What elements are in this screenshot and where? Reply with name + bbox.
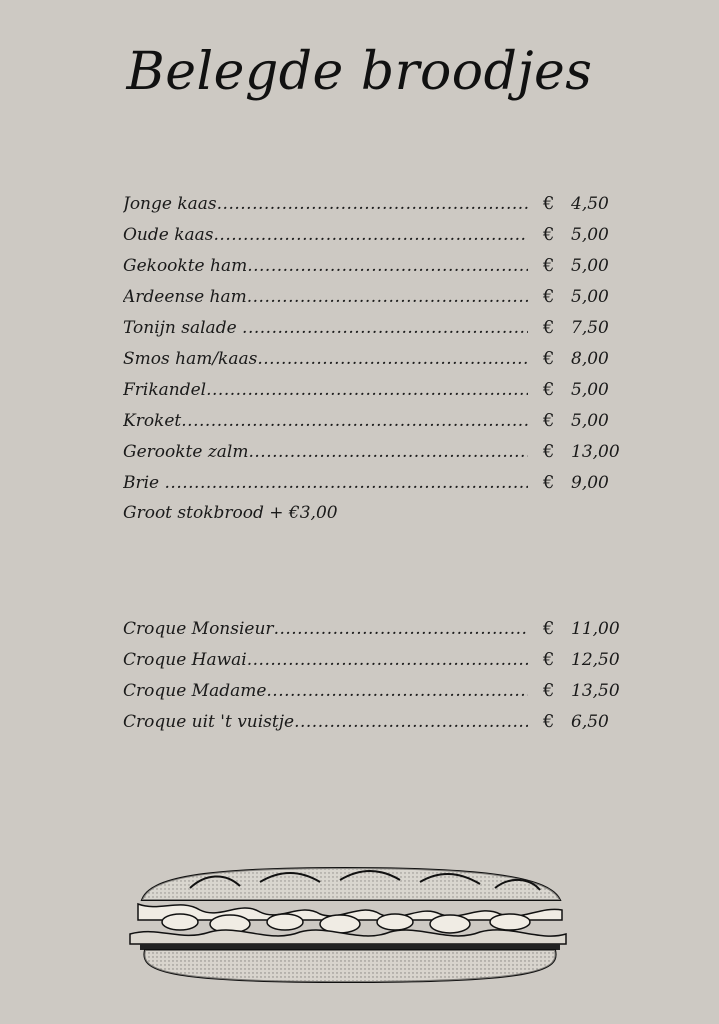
item-name: Kroket ..... bbox=[123, 410, 528, 432]
item-name: Tonijn salade ..... bbox=[123, 317, 528, 339]
item-name: Ardeense ham ..... bbox=[123, 286, 528, 308]
item-name: Jonge kaas ..... bbox=[123, 193, 528, 215]
item-name: Frikandel ..... bbox=[123, 379, 528, 401]
currency-symbol: € bbox=[543, 379, 555, 400]
item-price: 4,50 bbox=[571, 194, 609, 214]
currency-symbol: € bbox=[543, 711, 555, 732]
item-price: 5,00 bbox=[571, 380, 609, 400]
currency-symbol: € bbox=[543, 680, 555, 701]
currency-symbol: € bbox=[543, 472, 555, 493]
currency-symbol: € bbox=[543, 441, 555, 462]
item-price: 5,00 bbox=[571, 411, 609, 431]
item-price: 8,00 bbox=[571, 349, 609, 369]
menu-item bbox=[123, 220, 623, 251]
currency-symbol: € bbox=[543, 410, 555, 431]
menu-item bbox=[123, 189, 623, 220]
item-name: Croque Monsieur ..... bbox=[123, 618, 528, 640]
item-name: Gerookte zalm ..... bbox=[123, 441, 528, 463]
item-name: Gekookte ham ..... bbox=[123, 255, 528, 277]
item-price: 13,50 bbox=[571, 681, 620, 701]
item-price: 11,00 bbox=[571, 619, 620, 639]
currency-symbol: € bbox=[543, 193, 555, 214]
menu-item bbox=[123, 707, 623, 738]
currency-symbol: € bbox=[543, 618, 555, 639]
item-price: 13,00 bbox=[571, 442, 620, 462]
menu-item bbox=[123, 282, 623, 313]
item-name: Oude kaas ..... bbox=[123, 224, 528, 246]
menu-item bbox=[123, 251, 623, 282]
menu-item bbox=[123, 645, 623, 676]
menu-item bbox=[123, 344, 623, 375]
sandwich-illustration bbox=[120, 860, 570, 990]
menu-item bbox=[123, 375, 623, 406]
croque-list bbox=[123, 614, 623, 738]
item-name: Brie ..... bbox=[123, 472, 528, 494]
item-name: Croque Madame ..... bbox=[123, 680, 528, 702]
item-price: 12,50 bbox=[571, 650, 620, 670]
item-name: Croque Hawai ..... bbox=[123, 649, 528, 671]
currency-symbol: € bbox=[543, 224, 555, 245]
item-price: 5,00 bbox=[571, 256, 609, 276]
menu-item bbox=[123, 676, 623, 707]
page-title: Belegde broodjes bbox=[126, 42, 593, 102]
menu-item bbox=[123, 437, 623, 468]
item-price: 6,50 bbox=[571, 712, 609, 732]
item-name: Smos ham/kaas ..... bbox=[123, 348, 528, 370]
currency-symbol: € bbox=[543, 286, 555, 307]
item-price: 7,50 bbox=[571, 318, 609, 338]
currency-symbol: € bbox=[543, 348, 555, 369]
currency-symbol: € bbox=[543, 649, 555, 670]
currency-symbol: € bbox=[543, 317, 555, 338]
menu-item bbox=[123, 406, 623, 437]
item-price: 5,00 bbox=[571, 287, 609, 307]
stokbrood-note: Groot stokbrood + €3,00 bbox=[123, 503, 338, 523]
item-price: 9,00 bbox=[571, 473, 609, 493]
item-price: 5,00 bbox=[571, 225, 609, 245]
menu-item bbox=[123, 313, 623, 344]
currency-symbol: € bbox=[543, 255, 555, 276]
broodjes-list bbox=[123, 189, 623, 499]
menu-item bbox=[123, 614, 623, 645]
item-name: Croque uit 't vuistje ..... bbox=[123, 711, 528, 733]
menu-item bbox=[123, 468, 623, 499]
